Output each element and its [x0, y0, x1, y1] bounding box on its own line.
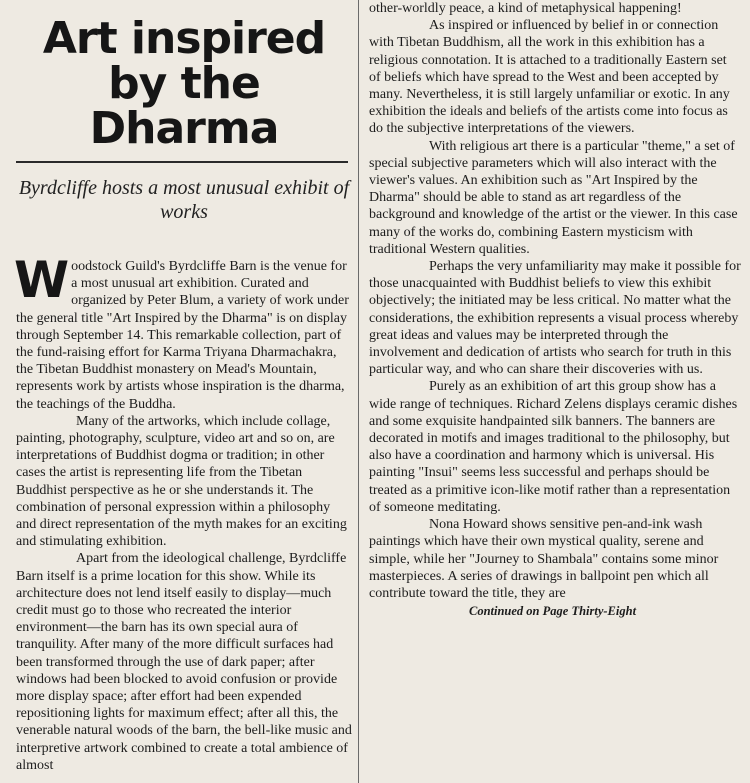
paragraph — [14, 251, 352, 413]
paragraph: As inspired or influenced by belief in or connection with Tibetan Buddhism, all the work in this exhibition has a religious connotation. It is attached to a traditionally Eastern set of beliefs which have spread to the West and been accepted by many. Nevertheless, it is still largely unfamiliar or exotic. In any exhibition the ideals and beliefs of the artists come into focus as do the subjective interpretations of the viewers. — [369, 18, 730, 137]
paragraph: Purely as an exhibition of art this group show has a wide range of techniques. Richard Zelens displays ceramic dishes and some exquisite handpainted silk banners. The banners are decorated in motifs and images traditional to the philosophy, but also have a coordination and harmony which is universal. His painting "Insui" seems less successful and perhaps should be treated as a primitive icon-like motif rather than a representation of someone meditating. — [369, 379, 738, 515]
headline-rule — [16, 161, 348, 163]
paragraph: Perhaps the very unfamiliarity may make it possible for those unacquainted with Buddhist beliefs to view this exhibit objectively; the initiated may be less critical. No matter what the considerations, the exhibition represents a visual process whereby great ideas and values may be interpreted through the involvement and dedication of artists who search for truth in this particular way, and who can share their discoveries with us. — [369, 259, 741, 378]
left-body — [14, 251, 352, 774]
paragraph-text: oodstock Guild's Byrdcliffe Barn is the venue for a most unusual art exhibition. Curated and organized by Peter Blum, a variety of work under the general title "Art Inspired by the Dharma" is on display through September 14. This remarkable collection, part of the fund-raising effort for Karma Triyana Dharmachakra, the Tibetan Buddhist monastery on Mead's Mountain, represents work by artists whose inspiration is the dharma, the teachings of the Buddha. — [16, 259, 349, 412]
paragraph: other-worldly peace, a kind of metaphysical happening! — [369, 1, 682, 16]
column-divider — [358, 0, 359, 783]
right-body — [369, 0, 741, 602]
deck: Byrdcliffe hosts a most unusual exhibit of works — [18, 177, 350, 223]
headline: Art inspired by the Dharma — [42, 13, 326, 154]
paragraph: With religious art there is a particular "theme," a set of special subjective parameters which will also interact with the viewer's values. An exhibition such as "Art Inspired by the Dharma" should be able to stand as art regardless of the background and knowledge of the artist or the viewer. In this case many of the works do, combining Eastern mysticism with traditional Western qualities. — [369, 138, 738, 257]
left-column — [16, 0, 352, 774]
right-column — [369, 0, 741, 619]
drop-cap: W — [14, 251, 70, 309]
paragraph: Many of the artworks, which include collage, painting, photography, sculpture, video art and so on, are interpretations of Buddhist dogma or tradition; in other cases the artist is representing life from the Tibetan Buddhist perspective as he or she understands it. The combination of personal expression within a philosophy and direct representation of the myth makes for an exciting and stimulating exhibition. — [16, 413, 347, 550]
paragraph: Apart from the ideological challenge, Byrdcliffe Barn itself is a prime location for this show. While its architecture does not lend itself easily to display—much credit must go to those who recreated the interior environment—the barn has its own special aura of tranquility. After many of the more difficult surfaces had been transformed through the use of dark paper; after windows had been blocked to avoid confusion or provide more display space; after effort had been expended repositioning lights for maximum effect; after all this, the venerable natural woods of the barn, the bell-like music and interpretive artwork combined to create a total ambience of almost — [16, 551, 352, 773]
paragraph: Nona Howard shows sensitive pen-and-ink wash paintings which have their own mystical quality, serene and simple, while her "Journey to Shambala" contains some minor masterpieces. A series of drawings in ballpoint pen which all contribute toward the title, they are — [369, 517, 719, 601]
continued-line: Continued on Page Thirty-Eight — [469, 604, 637, 619]
